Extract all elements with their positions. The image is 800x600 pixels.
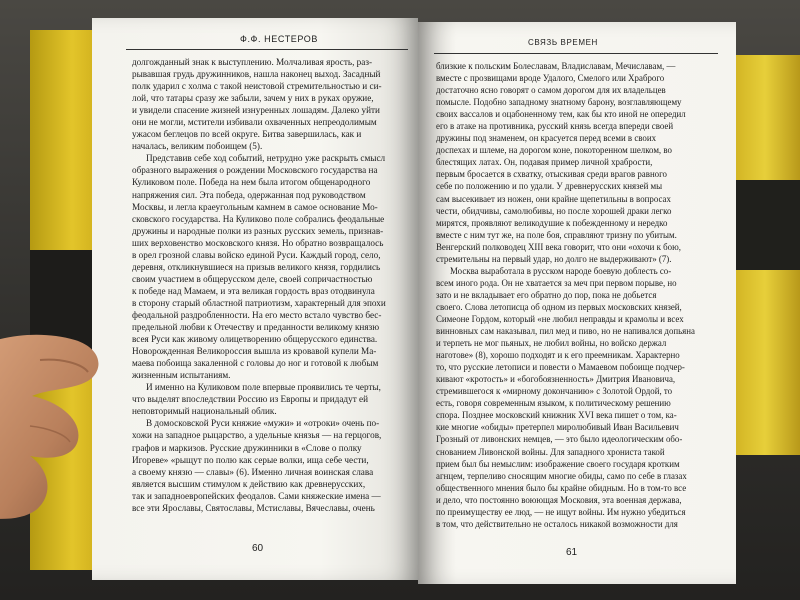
- text-line: В домосковской Руси княжие «мужи» и «отроки» очень по-: [146, 418, 380, 429]
- text-line: полк ударил с холма с такой неистовой стремительностью и си-: [132, 81, 382, 92]
- text-line: и терпеть не мог пьяных, не любил войны, но войско держал: [436, 338, 667, 349]
- text-line: своего. Слова летописца об одном из первых московских князей,: [436, 301, 682, 312]
- right-head-rule: [434, 53, 718, 54]
- text-line: достаточно ясно говорят о самом дорогом для их владельцев: [436, 85, 666, 96]
- right-page: [418, 22, 736, 584]
- text-line: всея Руси как живому олицетворению общерусского единства.: [132, 334, 378, 345]
- text-line: деревня, откликнувшиеся на призыв великого князя, гордились: [132, 261, 381, 272]
- text-line: образного выражения о рождении Московского государства на: [132, 165, 378, 176]
- text-line: Грозный от ливонских немцев, — это было идеологическим обо-: [436, 434, 683, 445]
- right-page-number: 61: [566, 547, 578, 558]
- left-page-number: 60: [252, 543, 264, 554]
- text-line: винновных сам наказывал, пил мед и пиво, но не напивался допьяна: [436, 326, 695, 337]
- text-line: Новорожденная Великороссия вышла из кровавой купели Ма-: [132, 346, 377, 357]
- text-line: в том, что действительно не осталось никакой возможности для: [436, 518, 678, 529]
- left-page: [92, 18, 418, 580]
- text-line: является высшим стимулом к действию как древнерусских,: [132, 478, 366, 489]
- text-line: Представив себе ход событий, нетрудно уже раскрыть смысл: [146, 153, 386, 164]
- text-line: маева побоища закаленной с головы до ног и готовой к любым: [132, 358, 379, 369]
- book-cover-right-band: [730, 180, 800, 270]
- text-line: к победе над Мамаем, и эта великая гордость враз отодвинула: [132, 285, 375, 296]
- text-line: Игореве» «рыщут по полю как серые волки, ища себе чести,: [132, 454, 369, 465]
- text-line: зато и не вкладывает его обратно до пор, пока не добьется: [436, 289, 657, 300]
- text-line: вместе с ним тут же, на поле боя, справляют тризну по убитым.: [436, 229, 677, 240]
- text-line: графов и маркизов. Русские дружинники в «Слове о полку: [132, 442, 362, 453]
- text-line: долгожданный знак к выступлению. Молчаливая ярость, раз-: [132, 57, 373, 67]
- text-line: блестящих латах. Он, подавая пример личной храбрости,: [436, 157, 653, 168]
- text-line: себе по положению и по удали. У древнерусских князей мы: [436, 181, 663, 192]
- text-line: помысле. Подобно западному знатному барону, возглавляющему: [436, 97, 682, 108]
- text-line: всем иного рода. Он не хватается за меч при первом порыве, но: [436, 277, 677, 288]
- text-line: хожи на западное рыцарство, а удельные князья — на герцогов,: [132, 430, 382, 441]
- text-line: своим участием в общерусском деле, своей сопричастностью: [132, 273, 373, 284]
- text-line: и дело, что постоянно воюющая Московия, эта военная держава,: [436, 494, 682, 505]
- left-head-rule: [126, 49, 408, 50]
- text-line: что выделят впоследствии Россию из Европы и придадут ей: [132, 394, 368, 405]
- text-line: началась, великим побоищем (5).: [132, 141, 263, 152]
- text-line: и увидели спасение жизней изнуренных лошадям. Далеко уйти: [132, 105, 380, 116]
- text-line: Москвы, и легла краеугольным камнем в самое основание Мо-: [132, 201, 378, 212]
- text-line: рывавшая грудь дружинников, нашла наконец выход. Засадный: [132, 69, 381, 80]
- text-line: жизненным испытаниям.: [132, 370, 231, 381]
- text-line: ших верховенство московского князя. Но обратно возвращалось: [132, 237, 384, 248]
- left-running-head: Ф.Ф. НЕСТЕРОВ: [240, 34, 318, 44]
- text-line: снованием Ливонской войны. Для западного хрониста такой: [436, 446, 665, 457]
- text-line: стремительны на первый удар, но долго не выдерживают» (7).: [436, 253, 672, 264]
- text-line: агнцем, терпеливо сносящим многие обиды, само по себе в глазах: [436, 470, 687, 481]
- text-line: напряжения сил. Эта победа, одержанная под руководством: [132, 189, 366, 200]
- text-line: они не могли, мстители избивали охваченных непреодолимым: [132, 117, 377, 128]
- text-line: кие многие «обиды» претерпел миролюбивый Иван Васильевич: [436, 422, 679, 433]
- hand-holding-book: [0, 330, 120, 560]
- text-line: в орел грозной славы войско единой Руси. Каждый город, село,: [132, 249, 381, 260]
- text-line: предельной любви к Отечеству и преданности великому князю: [132, 322, 380, 333]
- text-line: сковского государства. На Куликово поле собрались феодальные: [132, 213, 385, 224]
- text-line: все эти Ярославы, Святославы, Мстиславы, Вячеславы, очень: [132, 502, 375, 513]
- text-line: так и западноевропейских феодалов. Сами княжеские имена —: [132, 490, 381, 501]
- text-line: есть, говоря современным языком, к политическому решению: [436, 398, 671, 409]
- text-line: его в атаке на противника, русский князь всегда впереди своей: [436, 121, 674, 132]
- text-line: И именно на Куликовом поле впервые проявились те черты,: [146, 382, 381, 393]
- text-line: спора. Позднее московский книжник XVI века пишет о том, ка-: [436, 410, 677, 421]
- text-line: Куликовом поле. Победа на нем была итогом общенародного: [132, 177, 371, 188]
- text-line: лой, что татары сразу же забыли, зачем у них в руках оружие,: [132, 93, 374, 104]
- text-line: наготове» (8), хорошо подходят и к его преемникам. Характерно: [436, 350, 680, 361]
- right-running-head: СВЯЗЬ ВРЕМЕН: [528, 38, 598, 47]
- text-line: кивают «кротость» и «богобоязненность» Дмитрия Ивановича,: [436, 374, 676, 385]
- left-page-text: [132, 56, 412, 514]
- text-line: то, что русские летописи и повести о Мамаевом побоище подчер-: [436, 362, 685, 373]
- text-line: дружины под знаменем, он красуется перед всеми в своих: [436, 133, 657, 144]
- text-line: Венгерский полководец XIII века говорит, что они «охочи к бою,: [436, 241, 681, 252]
- text-line: Симеоне Гордом, который «не любил неправды и крамолы и всех: [436, 313, 684, 324]
- text-line: близкие к польским Болеславам, Владиславам, Мечиславам, —: [436, 61, 676, 71]
- text-line: стремившегося к «мирному докончанию» с Золотой Ордой, то: [436, 386, 673, 397]
- text-line: ужасом беглецов по всей округе. Битва завершилась, как и: [132, 129, 362, 140]
- text-line: Москва выработала в русском народе боевую доблесть со-: [450, 265, 672, 276]
- text-line: сам высекивает из ножен, они крайне щепетильны в вопросах: [436, 193, 671, 204]
- text-line: по преимуществу ее люд, — не ищут войны. Им нужно убедиться: [436, 506, 686, 517]
- text-line: мирятся, проявляют великодушие к побежденному и нередко: [436, 217, 668, 228]
- text-line: доспехах и шлеме, на дорогом коне, покоторенном шелком, во: [436, 145, 672, 156]
- text-line: в сторону старый областной патриотизм, характерный для эпохи: [132, 297, 386, 308]
- text-line: общественного мнения было бы крайне обидным. Но в том-то все: [436, 482, 687, 493]
- text-line: дружины и народные полки из разных русских земель, признав-: [132, 225, 384, 236]
- text-line: неповторимый национальный облик.: [132, 406, 277, 417]
- text-line: своих вассалов и оцабоненному тем, как бы кто иной не опередил: [436, 109, 686, 120]
- text-line: прием был бы немыслим: изображение своего государя кротким: [436, 458, 680, 469]
- text-line: вместе с прозвищами вроде Удалого, Смелого или Храброго: [436, 73, 665, 84]
- text-line: первым бросается в схватку, отыскивая среди врагов равного: [436, 169, 667, 180]
- right-page-text: [436, 60, 720, 530]
- text-line: чести, обидчивы, самолюбивы, но после хорошей драки легко: [436, 205, 672, 216]
- text-line: а своему князю — славы» (6). Именно личная воинская слава: [132, 466, 374, 477]
- text-line: феодальной раздробленности. На его место встало чувство бес-: [132, 309, 382, 320]
